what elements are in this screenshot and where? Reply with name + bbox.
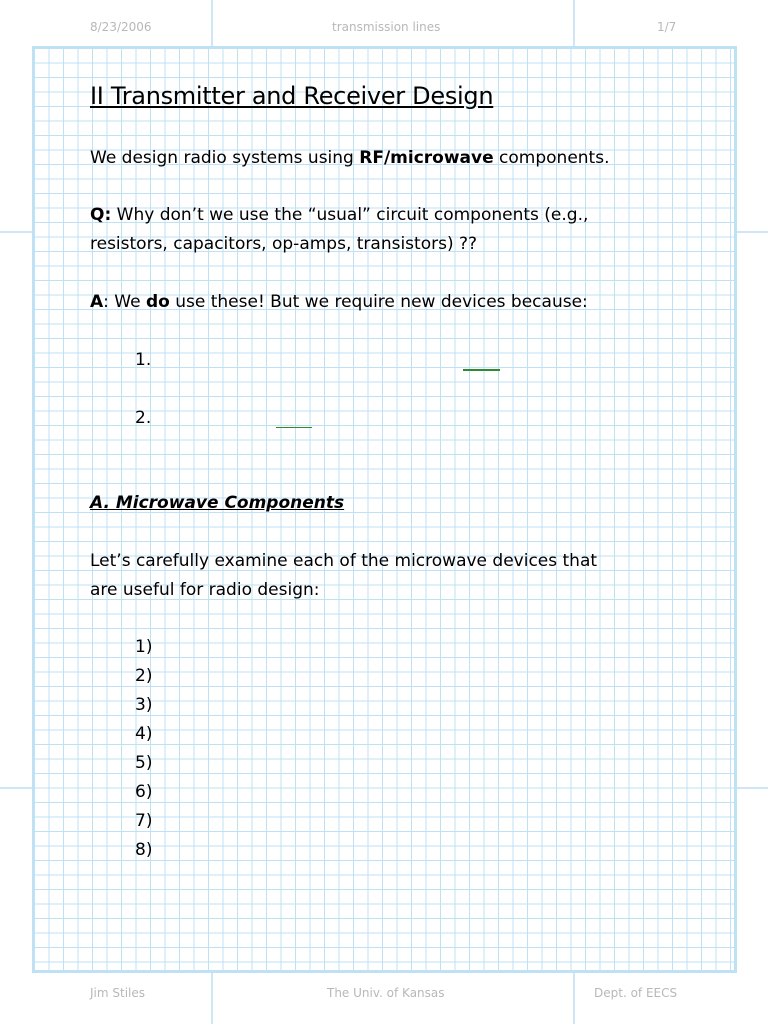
reason-item-1: 1. xyxy=(135,350,152,370)
fill-in-blank-1 xyxy=(463,369,500,371)
examine-line-2: are useful for radio design: xyxy=(90,580,320,600)
intro-line xyxy=(90,148,609,168)
question-line-1 xyxy=(90,205,588,225)
examine-line-1: Let’s carefully examine each of the microwave devices that xyxy=(90,551,598,571)
footer-university: The Univ. of Kansas xyxy=(327,986,445,1000)
answer-text-2: use these! But we require new devices because: xyxy=(169,292,588,312)
reason-item-2: 2. xyxy=(135,408,152,428)
question-line-2: resistors, capacitors, op-amps, transistors) ?? xyxy=(90,234,478,254)
section-title: A. Microwave Components xyxy=(90,493,345,513)
intro-suffix: components. xyxy=(493,148,610,168)
question-label: Q: xyxy=(90,205,112,225)
footer-author: Jim Stiles xyxy=(90,986,146,1000)
device-item-7: 7) xyxy=(135,811,153,831)
device-item-6: 6) xyxy=(135,782,153,802)
question-text-1: Why don’t we use the “usual” circuit components (e.g., xyxy=(111,205,589,225)
device-item-8: 8) xyxy=(135,840,153,860)
device-item-4: 4) xyxy=(135,724,153,744)
header-date: 8/23/2006 xyxy=(90,20,152,34)
page-title: II Transmitter and Receiver Design xyxy=(90,82,494,110)
answer-line xyxy=(90,292,588,312)
device-item-1: 1) xyxy=(135,637,153,657)
footer-department: Dept. of EECS xyxy=(594,986,678,1000)
answer-text-1: : We xyxy=(103,292,146,312)
answer-bold-word: do xyxy=(145,292,170,312)
device-item-3: 3) xyxy=(135,695,153,715)
header-topic: transmission lines xyxy=(332,20,441,34)
intro-bold-term: RF/microwave xyxy=(359,148,494,168)
header-page-number: 1/7 xyxy=(657,20,677,34)
device-item-2: 2) xyxy=(135,666,153,686)
answer-label: A xyxy=(90,292,104,312)
fill-in-blank-2 xyxy=(276,427,312,428)
intro-prefix: We design radio systems using xyxy=(90,148,360,168)
device-item-5: 5) xyxy=(135,753,153,773)
